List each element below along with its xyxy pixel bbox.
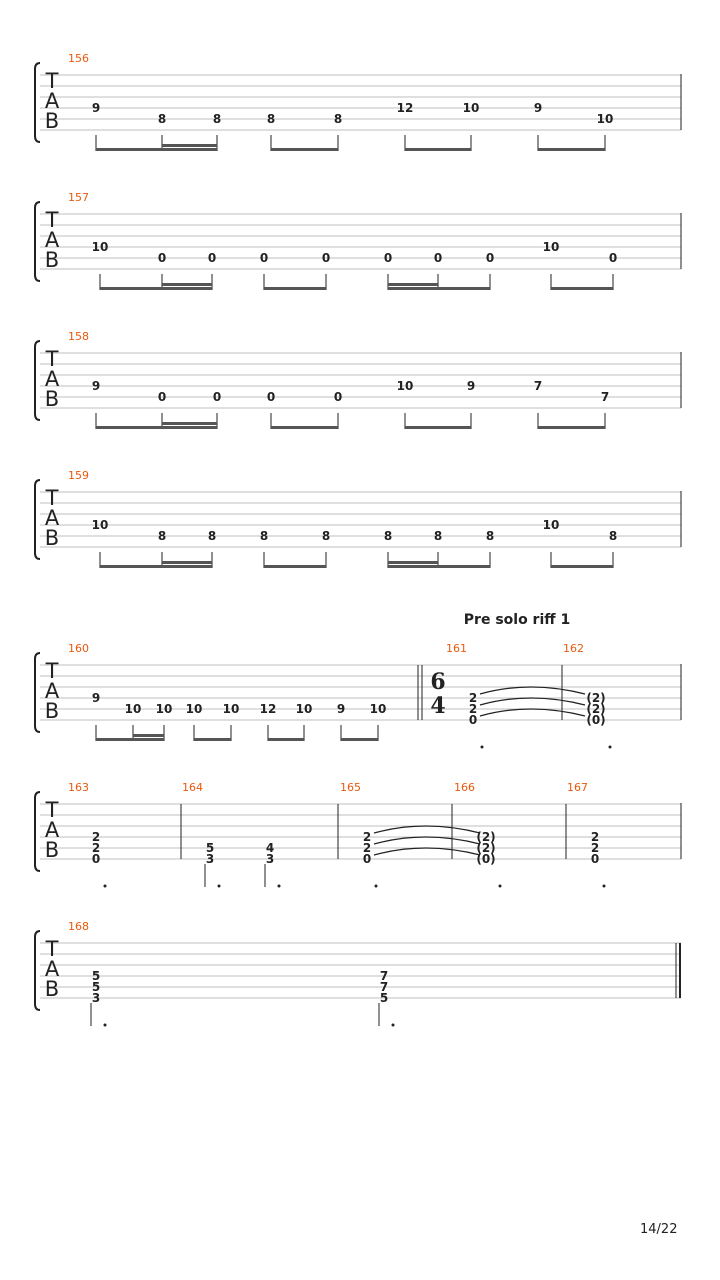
tab-clef-letter: A [44, 506, 60, 530]
fret-number: 2 [91, 841, 101, 855]
duration-dot [603, 885, 606, 888]
fret-number: 8 [259, 529, 269, 543]
beam [133, 734, 164, 737]
beam [162, 561, 212, 564]
fret-number: 10 [155, 702, 173, 716]
fret-number: 10 [185, 702, 203, 716]
fret-number: 9 [466, 379, 476, 393]
tab-clef-letter: T [45, 486, 59, 510]
measure-number: 164 [182, 781, 203, 794]
fret-number: 8 [266, 112, 276, 126]
measure-number: 159 [68, 469, 89, 482]
duration-dot [609, 746, 612, 749]
fret-number: 0 [157, 390, 167, 404]
fret-number: 2 [362, 841, 372, 855]
fret-number: (0) [476, 852, 496, 866]
tab-clef-letter: T [45, 347, 59, 371]
beam [271, 148, 338, 151]
fret-number: 7 [600, 390, 610, 404]
beam [388, 561, 438, 564]
beam [162, 422, 217, 425]
measure-number: 158 [68, 330, 89, 343]
fret-number: 2 [362, 830, 372, 844]
beam [194, 738, 231, 741]
tie-arc [480, 698, 585, 705]
fret-number: 10 [369, 702, 387, 716]
fret-number: 12 [259, 702, 277, 716]
fret-number: 12 [396, 101, 414, 115]
tie-arc [480, 709, 585, 716]
fret-number: 7 [533, 379, 543, 393]
tab-clef-letter: T [45, 659, 59, 683]
fret-number: 10 [396, 379, 414, 393]
measure-number: 167 [567, 781, 588, 794]
measure-number: 157 [68, 191, 89, 204]
beam [388, 287, 490, 290]
system-bracket [35, 341, 40, 420]
measure-number: 162 [563, 642, 584, 655]
beam [264, 287, 326, 290]
fret-number: 3 [205, 852, 215, 866]
measure-number: 156 [68, 52, 89, 65]
fret-number: 2 [91, 830, 101, 844]
duration-dot [104, 1024, 107, 1027]
fret-number: 0 [608, 251, 618, 265]
fret-number: 10 [596, 112, 614, 126]
beam [96, 426, 217, 429]
beam [405, 148, 471, 151]
fret-number: 2 [590, 841, 600, 855]
beam [405, 426, 471, 429]
tab-clef-letter: T [45, 937, 59, 961]
beam [100, 565, 212, 568]
fret-number: 8 [157, 529, 167, 543]
section-label: Pre solo riff 1 [463, 612, 571, 628]
measure-number: 166 [454, 781, 475, 794]
fret-number: 8 [383, 529, 393, 543]
measure-number: 161 [446, 642, 467, 655]
beam [271, 426, 338, 429]
fret-number: 8 [608, 529, 618, 543]
fret-number: 9 [91, 379, 101, 393]
fret-number: 10 [124, 702, 142, 716]
beam [388, 565, 490, 568]
beam [162, 144, 217, 147]
fret-number: (2) [586, 702, 606, 716]
fret-number: 9 [336, 702, 346, 716]
fret-number: 4 [265, 841, 275, 855]
page-number: 14/22 [640, 1222, 678, 1237]
tie-arc [374, 837, 480, 844]
duration-dot [499, 885, 502, 888]
fret-number: 0 [433, 251, 443, 265]
tie-arc [374, 848, 480, 855]
system-bracket [35, 480, 40, 559]
fret-number: 2 [468, 691, 478, 705]
fret-number: 10 [91, 518, 109, 532]
fret-number: 9 [533, 101, 543, 115]
tab-clef-letter: B [44, 977, 60, 1001]
fret-number: 0 [266, 390, 276, 404]
time-signature-top: 6 [430, 669, 446, 695]
duration-dot [392, 1024, 395, 1027]
fret-number: 7 [379, 980, 389, 994]
beam [388, 283, 438, 286]
fret-number: 9 [91, 691, 101, 705]
tab-clef-letter: B [44, 838, 60, 862]
duration-dot [104, 885, 107, 888]
tab-clef-letter: B [44, 699, 60, 723]
fret-number: 3 [265, 852, 275, 866]
beam [551, 287, 613, 290]
tab-clef-letter: A [44, 228, 60, 252]
system-bracket [35, 63, 40, 142]
duration-dot [218, 885, 221, 888]
fret-number: 2 [590, 830, 600, 844]
time-signature-bottom: 4 [430, 693, 446, 719]
fret-number: 8 [433, 529, 443, 543]
tab-clef-letter: A [44, 818, 60, 842]
tab-clef-letter: B [44, 387, 60, 411]
fret-number: 5 [91, 980, 101, 994]
fret-number: 10 [295, 702, 313, 716]
fret-number: 0 [91, 852, 101, 866]
system-bracket [35, 792, 40, 871]
fret-number: 8 [207, 529, 217, 543]
beam [538, 426, 605, 429]
tab-clef-letter: A [44, 957, 60, 981]
beam [264, 565, 326, 568]
beam [341, 738, 378, 741]
fret-number: 9 [91, 101, 101, 115]
duration-dot [375, 885, 378, 888]
fret-number: 2 [468, 702, 478, 716]
fret-number: 7 [379, 969, 389, 983]
fret-number: 0 [468, 713, 478, 727]
measure-number: 168 [68, 920, 89, 933]
fret-number: 0 [383, 251, 393, 265]
tab-clef-letter: B [44, 248, 60, 272]
fret-number: (2) [476, 830, 496, 844]
system-bracket [35, 202, 40, 281]
fret-number: 8 [212, 112, 222, 126]
beam [162, 283, 212, 286]
tab-clef-letter: T [45, 69, 59, 93]
measure-number: 163 [68, 781, 89, 794]
fret-number: 0 [333, 390, 343, 404]
tab-clef-letter: T [45, 208, 59, 232]
fret-number: 5 [91, 969, 101, 983]
duration-dot [278, 885, 281, 888]
fret-number: 5 [379, 991, 389, 1005]
fret-number: 0 [321, 251, 331, 265]
fret-number: 0 [362, 852, 372, 866]
fret-number: 8 [333, 112, 343, 126]
tab-clef-letter: B [44, 109, 60, 133]
tie-arc [480, 687, 585, 694]
fret-number: (2) [476, 841, 496, 855]
fret-number: 0 [590, 852, 600, 866]
fret-number: 0 [259, 251, 269, 265]
system-bracket [35, 653, 40, 732]
beam [100, 287, 212, 290]
tab-clef-letter: A [44, 679, 60, 703]
beam [538, 148, 605, 151]
fret-number: 5 [205, 841, 215, 855]
tie-arc [374, 826, 480, 833]
beam [551, 565, 613, 568]
tab-clef-letter: A [44, 89, 60, 113]
fret-number: 10 [462, 101, 480, 115]
measure-number: 160 [68, 642, 89, 655]
fret-number: 8 [157, 112, 167, 126]
fret-number: 0 [485, 251, 495, 265]
duration-dot [481, 746, 484, 749]
fret-number: (2) [586, 691, 606, 705]
tab-clef-letter: A [44, 367, 60, 391]
fret-number: 10 [91, 240, 109, 254]
beam [96, 148, 217, 151]
tab-clef-letter: T [45, 798, 59, 822]
fret-number: 0 [212, 390, 222, 404]
measure-number: 165 [340, 781, 361, 794]
fret-number: 8 [321, 529, 331, 543]
fret-number: 0 [157, 251, 167, 265]
fret-number: 10 [542, 518, 560, 532]
fret-number: 10 [542, 240, 560, 254]
beam [268, 738, 304, 741]
fret-number: 8 [485, 529, 495, 543]
beam [96, 738, 164, 741]
fret-number: (0) [586, 713, 606, 727]
fret-number: 3 [91, 991, 101, 1005]
tab-clef-letter: B [44, 526, 60, 550]
fret-number: 0 [207, 251, 217, 265]
fret-number: 10 [222, 702, 240, 716]
system-bracket [35, 931, 40, 1010]
